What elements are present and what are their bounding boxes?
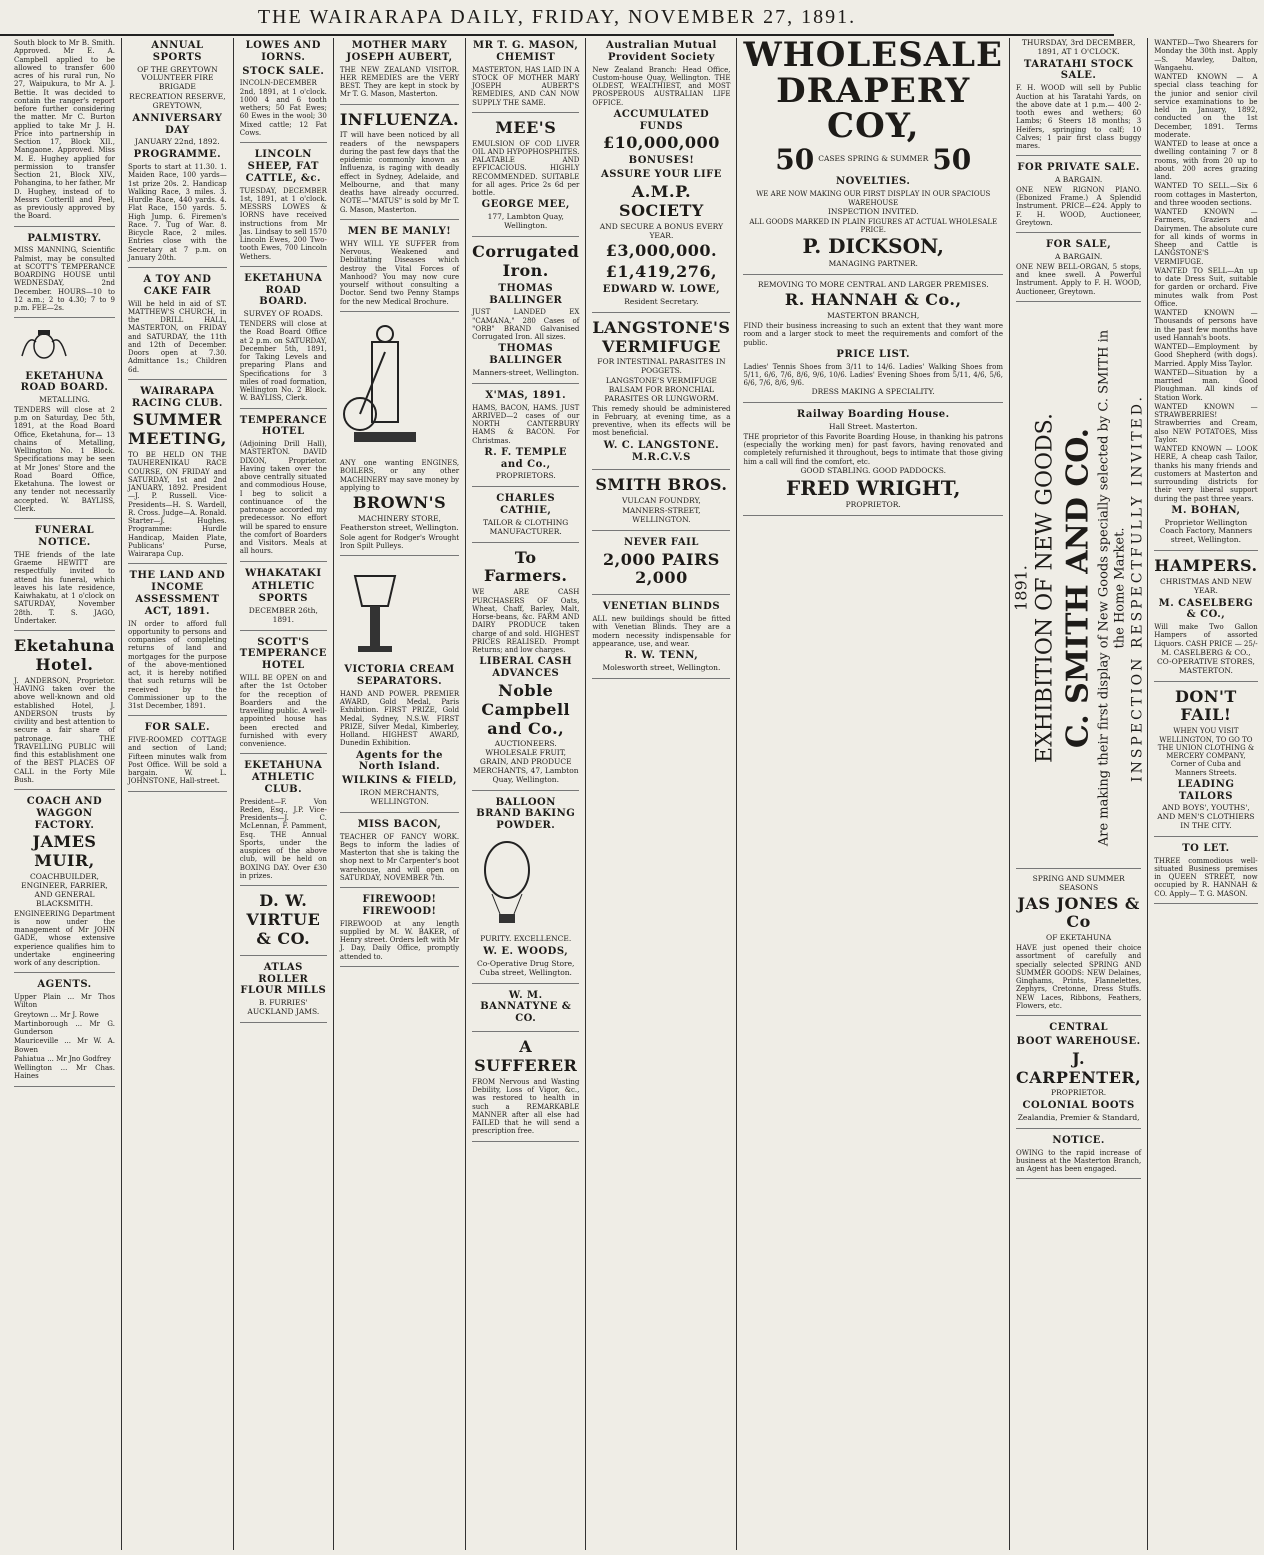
wholesale-heading: WHOLESALE: [743, 35, 1003, 75]
mees-emulsion-ad: [472, 119, 579, 237]
land-board-report: [14, 39, 115, 227]
railway-body: THE proprietor of this Favorite Boarding House, in thanking his patrons (especially the working men) for past favors, having renovated and completely refurnished it throughout, begs to intimate that those giving him a call will find the comfort, etc.: [743, 432, 1003, 466]
farmers-ad: [472, 549, 579, 791]
smith-subtitle: VULCAN FOUNDRY,: [621, 496, 701, 506]
rot-line-3: Are making their first display of New Goods specially selected by C. SMITH in the Home Market.: [1096, 329, 1128, 846]
bonus-title: BONUSES!: [628, 155, 695, 167]
land-act-body: IN order to afford full opportunity to persons and companies of completing returns of land and mortgages for the purpose of the above-mentioned act, it is hereby notified that such returns will be received by the Commissioner up to the 31st December, 1891.: [127, 619, 227, 711]
cases-row: [743, 143, 1003, 177]
sufferer-ad: [472, 1038, 579, 1142]
sports-subtitle: OF THE GREYTOWN VOLUNTEER FIRE BRIGADE: [137, 64, 218, 92]
victoria-title: VICTORIA CREAM SEPARATORS.: [344, 664, 455, 688]
railway-house-ad: [743, 409, 1003, 516]
sufferer-title: A SUFFERER: [474, 1037, 578, 1075]
caselberg-title: M. CASELBERG & CO.,: [1158, 597, 1254, 621]
funeral-body: THE friends of the late Graeme HEWITT are respectfully invited to attend his funeral, which leaves his late residence, Kaiwhakatu, at 1 o'clock on SATURDAY, November 28th. T. S. JAGO, Undertaker.: [14, 550, 115, 625]
sports-ad: [128, 40, 227, 268]
stock-title: STOCK SALE.: [242, 65, 325, 77]
column-5: [466, 38, 586, 1550]
whakataki-sports-ad: [240, 568, 327, 631]
agent-line: Mauriceville ... Mr W. A. Bowen: [14, 1037, 115, 1054]
dickson-title: P. DICKSON,: [802, 234, 944, 259]
palmistry-title: PALMISTRY.: [27, 232, 102, 244]
noble-title: Noble Campbell and Co.,: [481, 680, 571, 738]
rot-line-1: EXHIBITION OF NEW GOODS.: [1032, 412, 1058, 763]
wanted-item: WANTED KNOWN — Thousands of persons have in the past few months have used Hannah's boots.: [1154, 309, 1258, 342]
accum-value: £10,000,000: [602, 133, 720, 153]
pairs-banner: 2,000 PAIRS 2,000: [603, 549, 720, 588]
baking-powder-ad: [472, 797, 579, 984]
smith-title: SMITH BROS.: [595, 475, 728, 495]
land-act-title: THE LAND AND INCOME ASSESSMENT ACT, 1891.: [129, 570, 226, 617]
manly-ad: [340, 226, 459, 312]
amp2-value-2: £1,419,276,: [605, 262, 718, 282]
column-2: [122, 38, 234, 1550]
xmas-title: X'MAS, 1891.: [485, 389, 567, 401]
men-title: MEN BE MANLY!: [347, 225, 452, 237]
wilkins-subtitle: IRON MERCHANTS, WELLINGTON.: [359, 788, 439, 806]
railway-title: Railway Boarding House.: [796, 409, 950, 421]
firewood-ad: [340, 894, 459, 967]
cathie-subtitle: TAILOR & CLOTHING MANUFACTURER.: [483, 517, 569, 536]
cream-separator-illustration-icon: [340, 566, 410, 656]
tailors-subtitle: AND BOYS', YOUTHS', AND MEN'S CLOTHIERS IN THE CITY.: [1157, 803, 1255, 831]
brown-lead: ANY one wanting ENGINES, BOILERS, or any other MACHINERY may save money by applying to: [339, 459, 460, 492]
sale-body: ONE NEW BELL-ORGAN, 5 stops, and knee swell. A Powerful Instrument. Apply to F. H. WOOD, Auctioneer, Greytown.: [1015, 262, 1142, 296]
balloon-illustration-icon: [472, 838, 542, 928]
road-title: EKETAHUNA ROAD BOARD.: [244, 272, 323, 308]
lowes-title: LOWES AND IORNS.: [245, 40, 321, 63]
hampers-ad: [1154, 557, 1257, 681]
cathie-title: CHARLES CATHIE,: [496, 493, 556, 517]
boot-title: BOOT WAREHOUSE.: [1016, 1035, 1141, 1047]
fred-subtitle: PROPRIETOR.: [845, 500, 901, 510]
cases-count-left: 50: [775, 143, 815, 177]
men-body: WHY WILL YE SUFFER from Nervous, Weakened and Debilitating Diseases which destroy the Vital Forces of Manhood? You may now cure yourself without consulting a Doctor. Send two Penny Stamps for the new Medical Brochure.: [339, 239, 460, 306]
let-body: THREE commodious well-situated Business premises in QUEEN STREET, now occupied by R. HANNAH & CO. Apply— T. G. MASON.: [1154, 856, 1258, 898]
bacon-body: TEACHER OF FANCY WORK. Begs to inform the ladies of Masterton that she is taking the shop next to Mr Carpenter's boot warehouse, and will open on SATURDAY, NOVEMBER 7th.: [339, 832, 460, 882]
removing-title: REMOVING TO MORE CENTRAL AND LARGER PREMISES.: [757, 279, 989, 289]
flour-title: ATLAS ROLLER FLOUR MILLS: [240, 961, 327, 997]
aubert-ad: [340, 40, 459, 105]
sports-venue: RECREATION RESERVE, GREYTOWN,: [129, 92, 226, 110]
victoria-body: HAND AND POWER. PREMIER AWARD, Gold Medal, Paris Exhibition. FIRST PRIZE, Gold Medal, Sydney, N.S.W. FIRST PRIZE, Silver Medal, Kimberley, Holland. HIGHEST AWARD, Dunedin Exhibition.: [339, 689, 460, 748]
ballinger-title: THOMAS BALLINGER: [489, 343, 563, 367]
newspaper-columns: [8, 35, 1258, 1550]
balloon-title: BALLOON BRAND BAKING POWDER.: [476, 796, 576, 832]
muir-subtitle: COACHBUILDER, ENGINEER, FARRIER, AND GENERAL BLACKSMITH.: [21, 872, 108, 908]
mason-title: MR T. G. MASON, CHEMIST: [473, 40, 579, 63]
muir-title: JAMES MUIR,: [32, 832, 97, 871]
agent-line: Pahiatua ... Mr Jno Godfrey: [14, 1054, 111, 1063]
novelties: NOVELTIES.: [836, 176, 911, 188]
amp2-title: A.M.P. SOCIETY: [619, 181, 704, 220]
price-title: PRICE LIST.: [836, 348, 911, 360]
boot-warehouse-ad: [1016, 1022, 1141, 1129]
flu-title: INFLUENZA.: [339, 109, 460, 129]
private-subtitle: A BARGAIN.: [1055, 175, 1103, 185]
bohan-title: M. BOHAN,: [1171, 504, 1241, 516]
notice-body: OWING to the rapid increase of business at the Masterton Branch, an Agent has been engaged.: [1015, 1148, 1142, 1174]
anniversary-title: ANNIVERSARY DAY: [132, 112, 223, 136]
wanted-item: WANTED KNOWN — Farmers, Graziers and Dairymen. The absolute cure for all kinds of worms in Sheep and Cattle is LANGSTONE'S VERMIFUGE.: [1154, 208, 1258, 266]
notice-title: NOTICE.: [1052, 1134, 1105, 1146]
hotel-ad: [14, 637, 115, 790]
amp-title: Australian Mutual Provident Society: [605, 40, 717, 63]
dickson-subtitle: MANAGING PARTNER.: [828, 258, 918, 268]
jas-title: JAS JONES & Co: [1017, 893, 1140, 932]
dont-title: DON'T FAIL!: [1175, 686, 1237, 725]
masthead: [0, 0, 1114, 36]
organ-sale-ad: [1016, 239, 1141, 302]
flour-mills-ad: [240, 962, 327, 1023]
xmas-body: HAMS, BACON, HAMS. JUST ARRIVED—2 cases of our NORTH CANTERBURY HAMS & BACON. For Christmas.: [472, 403, 580, 445]
amp2-value: £3,000,000.: [605, 241, 718, 261]
road-board-subtitle: METALLING.: [39, 395, 90, 405]
let-title: TO LET.: [1182, 842, 1230, 854]
column-8: [1010, 38, 1148, 1550]
rot-year: 1891.: [1011, 564, 1031, 611]
liberal-title: LIBERAL CASH ADVANCES: [479, 656, 573, 680]
wholesale-drapery-ad: [743, 35, 1003, 275]
lang-title: LANGSTONE'S VERMIFUGE: [592, 317, 731, 356]
road-body: TENDERS will close at the Road Board Office at 2 p.m. on SATURDAY, December 5th, 1891, for Taking Levels and preparing Plans and Specifications for 3 miles of road formation, Wellington No. 2 Block. W. BAYLISS, Clerk.: [239, 320, 327, 403]
never-fail-ad: [592, 537, 730, 596]
survey-ad: [240, 273, 327, 409]
sale-subtitle: A BARGAIN.: [1055, 251, 1103, 261]
agent-line: Martinborough ... Mr G. Gunderson: [14, 1019, 115, 1037]
funeral-notice: [14, 525, 115, 631]
temple-title: R. F. TEMPLE and Co.,: [484, 446, 568, 470]
to-let-ad: [1154, 843, 1257, 904]
scott-hotel-ad: [240, 637, 327, 755]
tara-title: TARATAHI STOCK SALE.: [1023, 58, 1134, 82]
railway-subtitle: Hall Street. Masterton.: [829, 422, 918, 432]
wanted-item: WANTED—Employment by Good Shepherd (with dogs). Married. Apply Miss Taylor.: [1154, 343, 1258, 368]
hannah-ad: [743, 281, 1003, 404]
wanted-item: WANTED KNOWN — STRAWBERRIES! Strawberries and Cream, also NEW POTATOES, Miss Taylor.: [1154, 402, 1258, 444]
tara-body: F. H. WOOD will sell by Public Auction at his Taratahi Yards, on the above date at 1 p.m.— 400 2-tooth ewes and wethers; 60 Lambs; 6 Steers 18 months; 3 Heifers, springing to calf; 10 Calves; 1 pair first class buggy mares.: [1015, 84, 1142, 151]
wanted-item: WANTED to lease at once a dwelling containing 7 or 8 rooms, with from 20 up to about 200 acres grazing land.: [1154, 140, 1258, 181]
caselberg-body: Will make Two Gallon Hampers of assorted Liquors. CASH PRICE — 25/-: [1154, 623, 1258, 648]
whak-date: DECEMBER 26th, 1891.: [248, 606, 318, 624]
wanted-item: WANTED TO SELL—An up to date Dress Suit, suitable for garden or orchard. Five minutes walk from Post Office.: [1154, 266, 1258, 308]
jas-subtitle: OF EKETAHUNA: [1046, 933, 1112, 943]
separators-ad: [340, 562, 459, 813]
whak-subtitle: ATHLETIC SPORTS: [251, 581, 315, 605]
cathie-tailor-ad: [472, 493, 579, 542]
hannah-subtitle: MASTERTON BRANCH,: [827, 311, 920, 321]
sale-body: FIVE-ROOMED COTTAGE and section of Land; Fifteen minutes walk from Post Office. Will be sold a bargain. W. L. JOHNSTONE, Hall-street.: [127, 736, 227, 786]
column-3: [234, 38, 334, 1550]
bacon-title: MISS BACON,: [357, 818, 442, 830]
vermifuge-ad: [592, 319, 730, 471]
stabling: GOOD STABLING. GOOD PADDOCKS.: [800, 465, 947, 475]
central-title: CENTRAL: [1049, 1022, 1108, 1034]
wanted-item: WANTED TO SELL.—Six 6 room cottages in Masterton, and three wooden sections.: [1154, 182, 1258, 207]
brown-title: BROWN'S: [352, 493, 447, 513]
influenza-article: [340, 111, 459, 220]
anniversary-date: JANUARY 22nd, 1892.: [135, 137, 220, 147]
agent-line: Greytown ... Mr J. Rowe: [14, 1010, 99, 1019]
mother-body: THE NEW ZEALAND VISITOR. HER REMEDIES are the VERY BEST. They are kept in stock by Mr T. G. Mason, Masterton.: [339, 65, 460, 99]
flu-body: IT will have been noticed by all readers of the newspapers during the past few days that the epidemic commonly known as Influenza, is raging with deadly effect in Sydney, Adelaide, and Melbourne, and that many deaths have already occurred. NOTE—"MATUS" is sold by Mr T. G. Mason, Masterton.: [339, 131, 460, 214]
george-subtitle: 177, Lambton Quay, Wellington.: [487, 212, 564, 231]
amp2-subtitle: AND SECURE A BONUS EVERY YEAR.: [599, 221, 724, 240]
lincoln-title: LINCOLN SHEEP, FAT CATTLE, &c.: [245, 149, 322, 184]
bannatyne-ad: [472, 990, 579, 1032]
thursday-line: THURSDAY, 3rd DECEMBER, 1891, AT 1 O'CLOCK.: [1021, 38, 1136, 56]
sports-title: ANNUAL SPORTS: [151, 40, 204, 63]
palmistry-ad: [14, 233, 115, 319]
bannatyne-title: W. M. BANNATYNE & CO.: [480, 989, 572, 1025]
agent-line: Upper Plain ... Mr Thos Wilton: [14, 993, 115, 1010]
wc-title: W. C. LANGSTONE. M.R.C.V.S: [603, 439, 720, 463]
agents-list: [14, 979, 115, 1086]
virtue-title: D. W. VIRTUE & CO.: [246, 891, 321, 948]
brown-body: Sole agent for Rodger's Wrought Iron Spilt Pulleys.: [339, 533, 460, 550]
engine-illustration-icon: [340, 322, 430, 452]
corrugated-iron-ad: [472, 243, 579, 384]
cottage-sale-ad: [128, 722, 227, 791]
fair-body: Will be held in aid of ST. MATTHEW'S CHURCH, in the DRILL HALL, MASTERTON, on FRIDAY and SATURDAY, the 11th and 12th of December. Doors open at 7.30. Admittance 1s.; Children 6d.: [127, 299, 227, 374]
palmistry-body: MISS MANNING, Scientific Palmist, may be consulted at SCOTT'S TEMPERANCE BOARDING HOUSE until WEDNESDAY, 2nd December. HOURS—10 to 12 a.m.; 2 to 4.30; 7 to 9 p.m. FEE—2s.: [14, 246, 115, 313]
noble-subtitle: AUCTIONEERS. WHOLESALE FRUIT, GRAIN, AND PRODUCE MERCHANTS, 47, Lambton Quay, Wellington.: [472, 739, 579, 784]
dont-body: WHEN YOU VISIT WELLINGTON, TO GO TO THE UNION CLOTHING & MERCERY COMPANY, Corner of Cuba and Manners Streets.: [1157, 727, 1255, 777]
virtue-ad: [240, 892, 327, 956]
masthead-title: THE WAIRARAPA DAILY, FRIDAY, NOVEMBER 27, 1891.: [257, 6, 857, 28]
farmers-title: To Farmers.: [484, 547, 568, 586]
venetian-title: VENETIAN BLINDS: [602, 601, 721, 613]
tailors-title: LEADING TAILORS: [1177, 778, 1235, 802]
jas-body: HAVE just opened their choice assortment of carefully and specially selected SPRING AND SUMMER GOODS: NEW Delaines, Ginghams, Prints, Flannelettes, Zephyrs, Cretonne, Dress Stuffs. NEW Laces, Ribbons, Feathers, Flowers, etc.: [1015, 944, 1142, 1010]
coy-heading: COY,: [827, 106, 920, 147]
athletic-club-ad: [240, 760, 327, 886]
fred-title: FRED WRIGHT,: [786, 475, 961, 500]
smith-exhibition-rotated-ad: [1011, 308, 1145, 869]
lincoln-sale-ad: [240, 149, 327, 267]
lang-subtitle: FOR INTESTINAL PARASITES IN POGGETS.: [597, 357, 726, 376]
agents-title: AGENTS.: [37, 979, 92, 991]
drapery-heading: DRAPERY: [776, 70, 971, 111]
woods-subtitle: Co-Operative Drug Store, Cuba street, Wellington.: [477, 958, 575, 977]
agent-line: Wellington ... Mr Chas. Haines: [14, 1064, 115, 1081]
corr-body: JUST LANDED EX "CAMANA," 280 Cases of "ORB" BRAND Galvanised Corrugated Iron. All sizes.: [472, 308, 580, 342]
piano-sale-ad: [1016, 162, 1141, 233]
jas-jones-ad: [1016, 875, 1141, 1016]
bohan-subtitle: Proprietor Wellington Coach Factory, Manners street, Wellington.: [1159, 517, 1253, 545]
muir-body: ENGINEERING Department is now under the management of Mr JOHN GADE, whose extensive experience qualifies him to undertake engineering work of any description.: [14, 909, 115, 968]
column-6: [586, 38, 737, 1550]
taratahi-sale-ad: [1016, 39, 1141, 156]
temple-subtitle: PROPRIETORS.: [495, 471, 556, 481]
cases-label: CASES SPRING & SUMMER: [818, 154, 929, 164]
amp-body: New Zealand Branch: Head Office, Custom-house Quay, Wellington. THE OLDEST, WEALTHIEST, and MOST PROSPEROUS AUSTRALIAN LIFE OFFICE.: [592, 65, 731, 107]
sale-title: FOR SALE,: [1046, 239, 1112, 251]
land-act-notice: [128, 570, 227, 716]
firewood-body: FIREWOOD at any length supplied by M. W. BAKER, of Henry street. Orders left with Mr J. Day, Daily Office, promptly attended to.: [339, 919, 460, 961]
coach-factory-ad: [14, 796, 115, 973]
carpenter-title: J. CARPENTER,: [1015, 1048, 1142, 1087]
column-1: [8, 38, 122, 1550]
venetian-body: ALL new buildings should be fitted with Venetian Blinds. They are a modern necessity indispensable for appearance, use, and wear.: [592, 615, 731, 648]
edward-title: EDWARD W. LOWE,: [602, 284, 721, 296]
cases-count-right: 50: [932, 143, 972, 177]
caselberg-footer: M. CASELBERG & CO., CO-OPERATIVE STORES, MASTERTON.: [1156, 647, 1255, 675]
programme-title: PROGRAMME.: [133, 149, 222, 161]
scott-body: WILL BE OPEN on and after the 1st October for the reception of Boarders and the travelling public. A well-appointed house has been erected and furnished with every convenience.: [239, 674, 327, 749]
ballinger-subtitle: Manners-street, Wellington.: [472, 367, 579, 377]
flour-subtitle: B. FURRIES' AUCKLAND JAMS.: [247, 998, 320, 1017]
corr-subtitle: THOMAS BALLINGER: [489, 282, 563, 306]
inspection-invited: INSPECTION INVITED.: [827, 206, 919, 216]
road-board-title: EKETAHUNA ROAD BOARD.: [20, 370, 109, 394]
smith-subtitle-2: MANNERS-STREET, WELLINGTON.: [622, 506, 701, 524]
tenn-subtitle: Molesworth street, Wellington.: [602, 662, 721, 672]
summer-title: SUMMER MEETING,: [127, 410, 227, 449]
woods-title: W. E. WOODS,: [483, 946, 569, 958]
royal-crest-icon: [14, 328, 74, 362]
agents-title: Agents for the North Island.: [355, 749, 444, 773]
funeral-title: FUNERAL NOTICE.: [34, 525, 95, 549]
zealandia: Zealandia, Premier & Standard,: [1017, 1113, 1140, 1123]
balloon-subtitle: PURITY. EXCELLENCE.: [480, 934, 572, 944]
stock-sale-ad: [240, 40, 327, 143]
carpenter-subtitle: PROPRIETOR.: [1051, 1088, 1107, 1098]
corr-title: Corrugated Iron.: [472, 241, 580, 280]
price-body: Ladies' Tennis Shoes from 3/11 to 14/6. Ladies' Walking Shoes from 5/11, 6/6, 7/6, 8/6, 9/6, 10/6. Ladies' Evening Shoes from 5/11, 4/6, 5/6, 6/6, 7/6, 8/6, 9/6.: [743, 362, 1003, 388]
miss-bacon-ad: [340, 819, 459, 888]
toy-fair-ad: [128, 274, 227, 380]
wanted-ads: [1154, 39, 1257, 551]
union-clothing-ad: [1154, 688, 1257, 837]
george-title: GEORGE MEE,: [481, 199, 570, 211]
wanted-item: WANTED KNOWN — LOOK HERE, A cheap cash Tailor, thanks his many friends and customers at Masterton and surrounding districts for their very liberal support during the past three years.: [1154, 445, 1258, 503]
assure-title: ASSURE YOUR LIFE: [600, 169, 722, 181]
column-4: [334, 38, 466, 1550]
athletic-body: President—F. Von Reden, Esq., J.P. Vice-Presidents—J. C. McLennan, F. Pamment, Esq. THE Annual Sports, under the auspices of the above club, will be held on BOXING DAY. Over £30 in prizes.: [239, 797, 327, 880]
wanted-item: WANTED—Two Shearers for Monday the 30th inst. Apply—S. Mawley, Dalton, Wangaehu.: [1154, 39, 1258, 72]
private-body: ONE NEW RIGNON PIANO. (Ebonized Frame.) A Splendid Instrument. PRICE—£24. Apply to F. H. WOOD, Auctioneer, Greytown.: [1015, 185, 1142, 227]
edward-subtitle: Resident Secretary.: [624, 296, 699, 306]
colonial-title: COLONIAL BOOTS: [1022, 1100, 1135, 1112]
sale-title: FOR SALE.: [144, 722, 210, 734]
spring-title: SPRING AND SUMMER SEASONS: [1032, 873, 1125, 892]
brown-subtitle: MACHINERY STORE, Featherston street, Wellington.: [340, 513, 459, 532]
farmers-body: WE ARE CASH PURCHASERS OF Oats, Wheat, Chaff, Barley, Malt, Horse-beans, &c. FARM AND DAIRY PRODUCE taken charge of and sold. HIGHEST PRICES REALISED. Prompt Returns; and low charges.: [472, 588, 580, 654]
hampers-subtitle: CHRISTMAS AND NEW YEAR.: [1160, 576, 1252, 595]
report-text: South block to Mr B. Smith. Approved. Mr E. A. Campbell applied to be allowed to transfer 600 acres of his rural run, No 27, Waipukura, to Mr A. J. Bettie. It was decided to contain the ranger's report before further considering the matter. Mr C. Burton applied to take Mr J. H. Price into partnership in Section 17, Block XII., Mangaone. Approved. Miss M. E. Hughey applied for permission to transfer Section 21, Block XIV., Pohangina, to her father, Mr D. Hughey, instead of to Messrs Cotterill and Peel, as previously approved by the Board.: [14, 39, 115, 221]
xmas-hams-ad: [472, 390, 579, 487]
display-body: WE ARE NOW MAKING OUR FIRST DISPLAY IN OUR SPACIOUS WAREHOUSE: [756, 190, 991, 207]
sufferer-body: FROM Nervous and Wasting Debility, Loss of Vigor, &c., was restored to health in such a REMARKABLE MANNER after all else had FAILED that he will send a prescription free.: [472, 1077, 580, 1136]
temperance-hotel-ad: [240, 415, 327, 562]
dress-title: DRESS MAKING A SPECIALITY.: [811, 387, 935, 397]
wanted-item: WANTED—Situation by a married man. Good Ploughman. All kinds of Station Work.: [1154, 368, 1258, 402]
road-subtitle: SURVEY OF ROADS.: [243, 309, 323, 319]
hannah-title: R. HANNAH & Co.,: [784, 290, 962, 310]
mason-body: MASTERTON, HAS LAID IN A STOCK OF MOTHER MARY JOSEPH AUBERT'S REMEDIES, AND CAN NOW SUPPLY THE SAME.: [472, 65, 580, 107]
browns-machinery-ad: [340, 318, 459, 556]
temp-body: (Adjoining Drill Hall), MASTERTON. DAVID DIXON, Proprietor. Having taken over the above centrally situated and commodious House, I beg to solicit a continuance of the patronage accorded my predecessor. No effort will be spared to ensure the comfort of Boarders and Visitors. Meals at all hours.: [239, 440, 327, 556]
mother-title: MOTHER MARY JOSEPH AUBERT,: [346, 40, 453, 63]
wanted-item: WANTED KNOWN — A special class teaching for the junior and senior civil service examinations to be held in January, 1892, conducted on the 1st December, 1891. Terms moderate.: [1154, 73, 1258, 139]
column-7: [737, 35, 1010, 1550]
tenn-title: R. W. TENN,: [624, 650, 699, 662]
lang-subtitle-2: LANGSTONE'S VERMIFUGE BALSAM FOR BRONCHIAL PARASITES OR LUNGWORM.: [604, 376, 719, 403]
road-board-body: TENDERS will close at 2 p.m on Saturday, Dec 5th, 1891, at the Road Board Office, Eketahuna, for— 13 chains of Metalling, Wellington No. 1 Block. Specifications may be seen at Mr Jones' Store and the Road Board Office, Eketahuna. The lowest or any tender not necessarily accepted. W. BAYLISS, Clerk.: [14, 405, 115, 513]
accum-title: ACCUMULATED FUNDS: [613, 108, 710, 132]
hannah-body: FIND their business increasing to such an extent that they want more room and a larger stock to meet the requirements and comfort of the public.: [743, 322, 1003, 347]
rotated-text: [1011, 318, 1146, 858]
smith-bros-ad: [592, 476, 730, 530]
hotel-body: J. ANDERSON, Proprietor. HAVING taken over the above well-known and old established Hotel, J. ANDERSON trusts by civility and best attention to secure a fair share of patronage. THE TRAVELLING PUBLIC will find this establishment one of the BEST PLACES OF CALL in the Forty Mile Bush.: [14, 676, 115, 784]
road-board-ad: [14, 324, 115, 519]
temp-title: TEMPERANCE HOTEL: [239, 414, 327, 438]
plain-figures-body: ALL GOODS MARKED IN PLAIN FIGURES AT ACTUAL WHOLESALE PRICE.: [749, 217, 998, 234]
racing-club-ad: [128, 386, 227, 565]
mason-ad: [472, 40, 579, 113]
stock-body: INCOLN-DECEMBER 2nd, 1891, at 1 o'clock. 1000 4 and 6 tooth wethers; 50 Fat Ewes; 60 Ewes in the wool; 30 Mixed cattle; 12 Fat Cows.: [239, 79, 327, 137]
venetian-blinds-ad: [592, 601, 730, 678]
programme-body: Sports to start at 11.30. 1. Maiden Race, 100 yards—1st prize 20s. 2. Handicap Walking Race, 3 miles. 3. Hurdle Race, 440 yards. 4. Flat Race, 150 yards. 5. High Jump. 6. Firemen's Race. 7. Tug of War. 8. Bicycle Race, 2 miles. Entries close with the Secretary at 7 p.m. on January 20th.: [127, 163, 227, 262]
lang-body: This remedy should be administered in February, at evening time, as a preventive, when its effects will be most beneficial.: [592, 404, 731, 438]
hotel-title: Eketahuna Hotel.: [14, 636, 115, 674]
column-9: [1148, 38, 1263, 1550]
racing-title: WAIRARAPA RACING CLUB.: [131, 385, 223, 409]
mees-body: EMULSION OF COD LIVER OIL AND HYPOPHOSPHITES. PALATABLE AND EFFICACIOUS. HIGHLY RECOMMENDED. SUITABLE for all ages. Price 2s 6d per bottle.: [472, 139, 580, 198]
athletic-title: EKETAHUNA ATHLETIC CLUB.: [244, 760, 323, 795]
private-title: FOR PRIVATE SALE.: [1017, 162, 1140, 174]
hampers-title: HAMPERS.: [1154, 556, 1258, 576]
rot-line-4: INSPECTION RESPECTFULLY INVITED.: [1128, 393, 1145, 782]
never-title: NEVER FAIL: [623, 536, 699, 548]
amp-society-ad: [592, 40, 730, 313]
scott-title: SCOTT'S TEMPERANCE HOTEL: [239, 636, 327, 672]
coach-title: COACH AND WAGGON FACTORY.: [26, 796, 103, 831]
mees-title: MEE'S: [495, 117, 557, 137]
whak-title: WHAKATAKI: [245, 567, 322, 579]
firewood-title: FIREWOOD! FIREWOOD!: [362, 894, 437, 917]
rot-line-2: C. SMITH AND CO.: [1059, 427, 1095, 748]
wilkins-title: WILKINS & FIELD,: [342, 775, 457, 787]
notice-ad: [1016, 1135, 1141, 1180]
lincoln-body: TUESDAY, DECEMBER 1st, 1891, at 1 o'clock. MESSRS LOWES & IORNS have received instructions from Mr Jas. Lindsay to sell 1570 Lincoln Ewes, 200 Two-tooth Ewes, 700 Lincoln Wethers.: [239, 186, 327, 261]
fair-title: A TOY AND CAKE FAIR: [143, 274, 212, 297]
summer-body: TO BE HELD ON THE TAUHERENIKAU RACE COURSE, ON FRIDAY and SATURDAY, 1st and 2nd JANUARY, 1892. President—J. P. Russell. Vice-Presidents—H. S. Wardell, R. Cross. Judge—A. Ronald. Starter—J. Hughes. Programme: Hurdle Handicap, Maiden Plate, Publicans' Purse, Wairarapa Cup.: [127, 451, 227, 559]
